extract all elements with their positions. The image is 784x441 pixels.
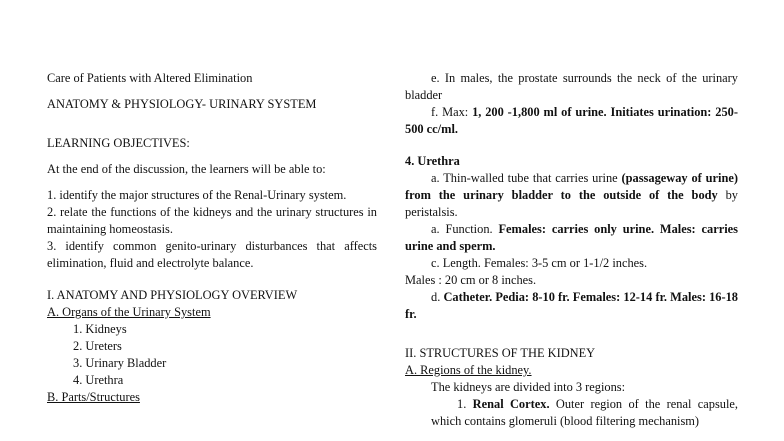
catheter-text: Catheter. Pedia: 8-10 fr. Females: 12-14 fr. Males: 16-18 fr. bbox=[405, 290, 739, 321]
regions-intro: The kidneys are divided into 3 regions: bbox=[431, 380, 626, 394]
urethra-a-text: a. Thin-walled tube that carries urine bbox=[431, 171, 622, 185]
cortex-description: Outer region of the renal capsule, which contains glomeruli (blood filtering mechanism) bbox=[431, 397, 738, 428]
urethra-length-2: Males : 20 cm or 8 inches. bbox=[405, 273, 537, 287]
objective-1: 1. identify the major structures of the Renal-Urinary system. bbox=[47, 188, 347, 202]
urethra-a-tail: by peristalsis. bbox=[405, 188, 738, 219]
urethra-heading-text: 4. Urethra bbox=[405, 154, 460, 168]
urethra-length-1: c. Length. Females: 3-5 cm or 1-1/2 inches. bbox=[431, 256, 648, 270]
urethra-a-bold: (passageway of urine) from the urinary bladder to the outside of the body bbox=[405, 171, 739, 202]
bladder-f-capacity: 1, 200 -1,800 ml of urine. Initiates urination: 250-500 cc/ml. bbox=[405, 105, 738, 136]
function-label: a. Function. bbox=[431, 222, 499, 236]
topic-title: ANATOMY & PHYSIOLOGY- URINARY SYSTEM bbox=[47, 97, 317, 111]
urethra-item-a bbox=[405, 170, 738, 221]
organ-item: 4. Urethra bbox=[73, 373, 124, 387]
urethra-function bbox=[405, 221, 738, 255]
urethra-heading bbox=[405, 153, 738, 170]
urethra-catheter bbox=[405, 289, 738, 323]
function-text: Females: carries only urine. Males: carries urine and sperm. bbox=[405, 222, 738, 253]
subheading-parts: B. Parts/Structures bbox=[47, 390, 140, 404]
cortex-number: 1. bbox=[457, 397, 473, 411]
renal-cortex-item bbox=[405, 396, 738, 430]
left-column bbox=[47, 70, 377, 406]
bladder-f-label: f. Max: bbox=[431, 105, 473, 119]
bladder-item-e: e. In males, the prostate surrounds the neck of the urinary bladder bbox=[405, 71, 738, 102]
section-2-heading: II. STRUCTURES OF THE KIDNEY bbox=[405, 346, 596, 360]
right-column bbox=[405, 70, 738, 430]
catheter-label: d. bbox=[431, 290, 444, 304]
course-title: Care of Patients with Altered Elimination bbox=[47, 71, 253, 85]
organ-item: 1. Kidneys bbox=[73, 322, 127, 336]
cortex-title: Renal Cortex. bbox=[472, 397, 550, 411]
organ-item: 2. Ureters bbox=[73, 339, 122, 353]
section-1-heading: I. ANATOMY AND PHYSIOLOGY OVERVIEW bbox=[47, 288, 298, 302]
objectives-intro: At the end of the discussion, the learners will be able to: bbox=[47, 162, 326, 176]
objectives-heading: LEARNING OBJECTIVES: bbox=[47, 136, 190, 150]
organ-item: 3. Urinary Bladder bbox=[73, 356, 167, 370]
subheading-regions: A. Regions of the kidney. bbox=[405, 363, 532, 377]
subheading-organs: A. Organs of the Urinary System bbox=[47, 305, 211, 319]
objective-2: 2. relate the functions of the kidneys and the urinary structures in maintaining homeostasis. bbox=[47, 205, 377, 236]
objective-3: 3. identify common genito-urinary disturbances that affects elimination, fluid and electrolyte balance. bbox=[47, 239, 377, 270]
bladder-item-f bbox=[405, 104, 738, 138]
